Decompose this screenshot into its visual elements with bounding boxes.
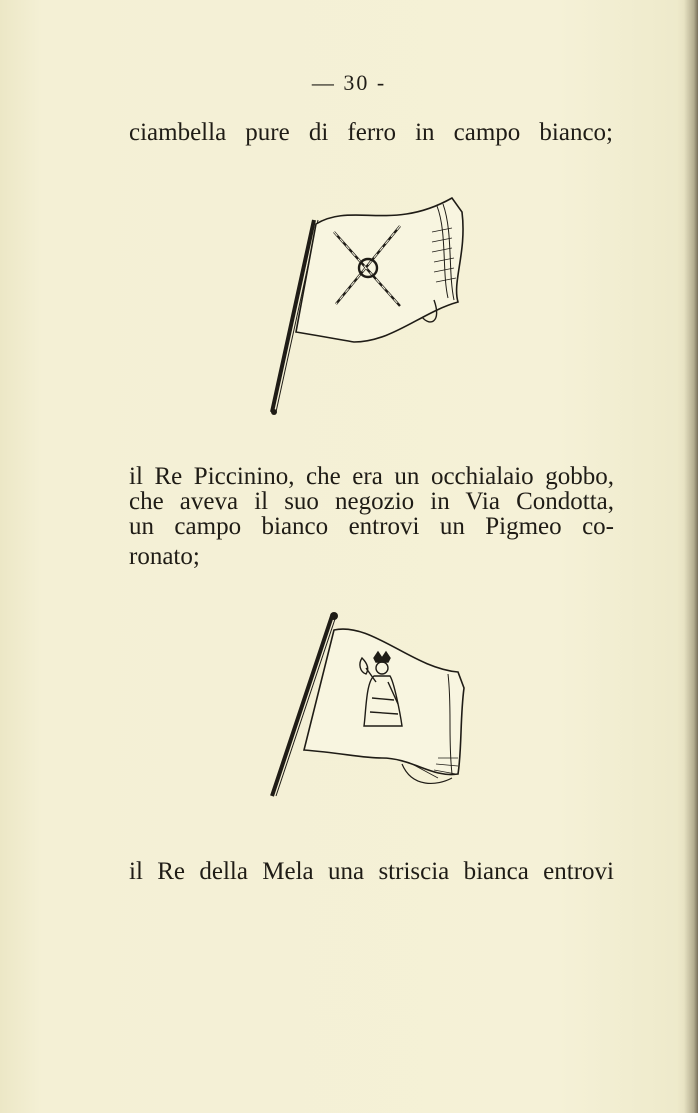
text-line-5: ronato;: [129, 543, 200, 570]
text-line-3: che aveva il suo negozio in Via Condotta,: [129, 488, 614, 515]
page-number: — 30 -: [311, 70, 387, 95]
text-line-2: il Re Piccinino, che era un occhialaio gobbo,: [129, 463, 614, 490]
text-line-4: un campo bianco entrovi un Pigmeo co-: [129, 513, 614, 540]
flag-with-crossed-chains-icon: [262, 192, 476, 422]
text-line-6: il Re della Mela una striscia bianca entrovi: [129, 858, 614, 885]
page-edge-shadow: [684, 0, 698, 1113]
flag-with-crowned-pygmy-icon: [262, 608, 476, 800]
text-line-1: ciambella pure di ferro in campo bianco;: [129, 119, 613, 146]
